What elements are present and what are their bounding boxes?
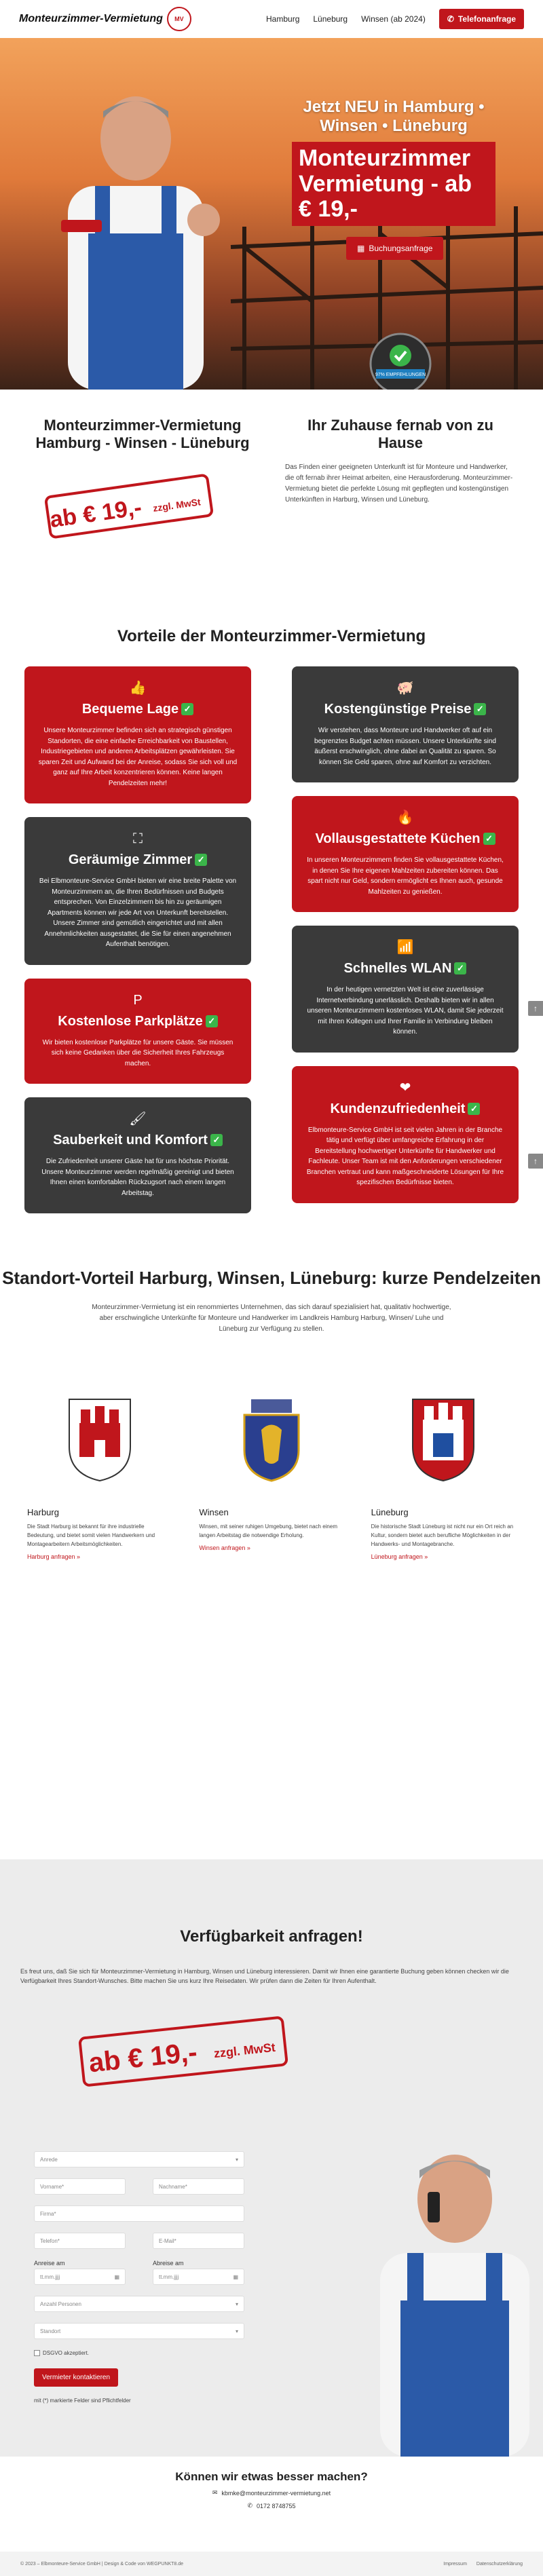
salutation-select[interactable]: Anrede ▾ [34, 2151, 244, 2167]
checkbox-box[interactable] [34, 2350, 40, 2356]
location-select[interactable]: Standort ▾ [34, 2323, 244, 2339]
availability-stamp-suffix: zzgl. MwSt [213, 2040, 276, 2061]
advantage-card-title: Geräumige Zimmer ✓ [38, 852, 238, 868]
winsen-crest-icon [238, 1396, 305, 1484]
advantage-card-title: Schnelles WLAN ✓ [305, 961, 505, 977]
phone-request-button[interactable] [439, 9, 524, 29]
parking-icon: P [133, 992, 143, 1008]
feedback-section [0, 2457, 543, 2576]
chevron-down-icon: ▾ [235, 2300, 238, 2307]
site-header [0, 0, 543, 38]
winsen-request-link[interactable]: Winsen anfragen » [199, 1544, 250, 1551]
arrival-label: Anreise am [34, 2260, 65, 2267]
copyright-text: © 2023 – Elbmonteure-Service GmbH | Design & Code von WEGPUNKT8.de [20, 2561, 184, 2566]
lueneburg-crest-icon [409, 1396, 477, 1484]
email-input[interactable]: E-Mail* [153, 2233, 244, 2249]
booking-request-button[interactable] [346, 237, 443, 260]
checkmark-icon: ✓ [483, 833, 495, 845]
harburg-crest-icon [66, 1396, 134, 1484]
feedback-phone[interactable]: ✆ 0172 8748755 [247, 2502, 296, 2509]
recommendation-seal [367, 330, 434, 390]
location-title: Standort-Vorteil Harburg, Winsen, Lüneburg: kurze Pendelzeiten [2, 1268, 541, 1288]
phone-input[interactable]: Telefon* [34, 2233, 126, 2249]
checkmark-icon: ✓ [474, 703, 486, 715]
thumbs-up-icon: 👍 [129, 681, 147, 696]
advantage-card-text: In der heutigen vernetzten Welt ist eine zuverlässige Internetverbindung unerlässlich. Deshalb bieten wir in allen unseren Monteurzimmern kostenloses WLAN, damit Sie jederzeit mit Ihren Kollegen und Ihrer Familie in Verbindung bleiben können. [307, 986, 504, 1036]
logo-text: Monteurzimmer-Vermietung [19, 13, 163, 24]
availability-section [0, 1859, 543, 2457]
lastname-input[interactable]: Nachname* [153, 2178, 244, 2195]
checkmark-icon: ✓ [468, 1103, 480, 1115]
intro-section [0, 390, 543, 620]
advantage-card-title: Kostenlose Parkplätze ✓ [38, 1014, 238, 1029]
town-name: Harburg [27, 1507, 59, 1518]
advantage-card-text: Wir verstehen, dass Monteure und Handwerker oft auf ein begrenztes Budget achten müssen. Unsere Unterkünfte sind äußerst erschwinglich, ohne dabei an Qualität zu sparen. So können Sie Geld sparen, ohne auf Komfort zu verzichten. [314, 727, 496, 766]
advantage-card-title: Kostengünstige Preise ✓ [305, 702, 505, 717]
privacy-link[interactable]: Datenschutzerklärung [476, 2561, 523, 2566]
towns-row [0, 1396, 543, 1559]
worker-photo [41, 64, 231, 390]
town-lueneburg [371, 1396, 516, 1559]
advantage-card [24, 817, 251, 965]
booking-request-label: Buchungsanfrage [369, 244, 433, 254]
calendar-icon: ▦ [114, 2273, 119, 2280]
submit-button[interactable]: Vermieter kontaktieren [34, 2368, 118, 2387]
availability-note: Es freut uns, daß Sie sich für Monteurzimmer-Vermietung in Hamburg, Winsen und Lüneburg interessieren. Damit wir Ihnen eine garantierte Buchung geben können checken wir die Verfügbarkeit Ihres Standort-Wunsches. Bitte machen Sie uns kurz Ihre Reisedaten. Wir prüfen dann die Zeiten für Ihren Aufenthalt. [20, 1968, 509, 1985]
town-text: Winsen, mit seiner ruhigen Umgebung, bietet nach einem langen Arbeitstag die notwendige Erholung. [199, 1523, 337, 1538]
town-name: Lüneburg [371, 1507, 409, 1518]
hero-text-block [292, 98, 495, 260]
location-intro: Monteurzimmer-Vermietung ist ein renommiertes Unternehmen, das sich darauf spezialisiert hat, qualitativ hochwertige, aber erschwingliche Unterkünfte für Monteure und Handwerker im Landkreis Hamburg Harburg, Winsen/ Luhe und Lüneburg zur Verfügung zu stellen. [92, 1304, 451, 1333]
advantage-card [292, 926, 519, 1053]
consent-checkbox[interactable]: DSGVO akzeptiert. [34, 2350, 244, 2356]
flame-icon: 🔥 [396, 810, 414, 825]
site-logo[interactable] [19, 7, 191, 31]
advantage-card-text: Die Zufriedenheit unserer Gäste hat für uns höchste Priorität. Unsere Monteurzimmer werden regelmäßig gereinigt und bieten Ihnen einen komfortablen Rückzugsort nach einem langen Arbeitstag. [41, 1158, 234, 1197]
location-section [0, 1268, 543, 1560]
advantages-section [0, 627, 543, 1213]
hero-price-banner: Monteurzimmer Vermietung - ab € 19,- [292, 142, 495, 226]
checkmark-icon: ✓ [181, 703, 193, 715]
advantage-card-text: Bei Elbmonteure-Service GmbH bieten wir eine breite Palette von Monteurzimmern an, die Ihren Bedürfnissen und Budgets entsprechen. Von Einzelzimmern bis hin zu geräumigen Apartments können wir jede Art von Unterkunft bereitstellen. Unsere Zimmer sind gemütlich eingerichtet und mit allen Annehmlichkeiten ausgestattet, die Sie für einen angenehmen Aufenthalt benötigen. [39, 877, 237, 948]
town-harburg [27, 1396, 172, 1559]
nav-item-lueneburg[interactable]: Lüneburg [313, 14, 348, 24]
town-winsen [199, 1396, 343, 1559]
intro-right-text: Das Finden einer geeigneten Unterkunft ist für Monteure und Handwerker, die oft fernab ihrer Heimat arbeiten, eine Herausforderung. Monteurzimmer-Vermietung bietet die perfekte Lösung mit gepflegten und kostengünstigen Unterkünften in Harburg, Winsen und Lüneburg. [285, 463, 513, 504]
main-nav [266, 9, 524, 29]
price-stamp [68, 2011, 299, 2092]
nav-item-hamburg[interactable]: Hamburg [266, 14, 300, 24]
town-name: Winsen [199, 1507, 229, 1518]
advantage-card-title: Vollausgestattete Küchen ✓ [305, 831, 505, 847]
advantage-card-title: Bequeme Lage ✓ [38, 702, 238, 717]
town-text: Die historische Stadt Lüneburg ist nicht nur ein Ort reich an Kultur, sondern bietet auch berufliche Möglichkeiten in der Handwerks- und Montagebranche. [371, 1523, 514, 1547]
intro-stamp-suffix: zzgl. MwSt [152, 496, 202, 514]
piggy-bank-icon: 🐖 [396, 681, 414, 696]
advantage-card [24, 1097, 251, 1213]
mail-icon: ✉ [212, 2489, 218, 2496]
advantage-card-text: Elbmonteure-Service GmbH ist seit vielen Jahren in der Branche tätig und verfügt über umfangreiche Erfahrung in der Bereitstellung hochwertiger Unterkünfte für Handwerker und Fachleute. Unser Team ist mit den Anforderungen verschiedener Branchen vertraut und kann maßgeschneiderte Lösungen für Ihre spezifischen Bedürfnisse bieten. [306, 1126, 504, 1186]
calendar-icon: ▦ [233, 2273, 238, 2280]
expand-icon: ⛶ [133, 831, 143, 846]
town-text: Die Stadt Harburg ist bekannt für ihre industrielle Bedeutung, und bietet somit vielen Handwerkern und Montagearbeitern Arbeitsmöglichkeiten. [27, 1523, 155, 1547]
imprint-link[interactable]: Impressum [443, 2561, 467, 2566]
seal-text: 97% EMPFEHLUNGEN [375, 373, 426, 377]
advantage-card [292, 796, 519, 912]
persons-select[interactable]: Anzahl Personen ▾ [34, 2296, 244, 2312]
intro-left [27, 417, 258, 620]
worker-phone-photo [360, 2117, 536, 2457]
calendar-icon: ▦ [357, 244, 365, 254]
heart-icon: ❤ [399, 1080, 411, 1095]
advantages-grid [0, 646, 543, 1213]
intro-right [285, 417, 516, 620]
lueneburg-request-link[interactable]: Lüneburg anfragen » [371, 1553, 428, 1560]
hero-headline: Jetzt NEU in Hamburg • Winsen • Lüneburg [303, 98, 485, 135]
intro-right-title: Ihr Zuhause fernab von zu Hause [307, 417, 493, 452]
phone-icon: ✆ [247, 2502, 252, 2509]
advantage-card-text: Wir bieten kostenlose Parkplätze für unsere Gäste. Sie müssen sich keine Gedanken über die Sicherheit Ihres Fahrzeugs machen. [42, 1038, 233, 1067]
departure-date-input[interactable]: tt.mm.jjjj ▦ [153, 2269, 244, 2285]
feedback-email[interactable]: ✉ kbmke@monteurzimmer-vermietung.net [212, 2489, 331, 2497]
advantages-title: Vorteile der Monteurzimmer-Vermietung [117, 627, 426, 645]
required-note: mit (*) markierte Felder sind Pflichtfelder [34, 2398, 131, 2404]
advantage-card [24, 666, 251, 803]
advantages-right-column [292, 666, 519, 1213]
availability-stamp-price: ab € 19,- [87, 2037, 199, 2079]
advantage-card [292, 666, 519, 782]
chevron-down-icon: ▾ [235, 2328, 238, 2334]
brush-icon: 🖌 [129, 1112, 147, 1126]
availability-form [34, 2151, 244, 2404]
company-input[interactable]: Firma* [34, 2205, 244, 2222]
nav-item-winsen[interactable]: Winsen (ab 2024) [361, 14, 426, 24]
logo-badge-icon: MV [167, 7, 191, 31]
advantage-card-title: Kundenzufriedenheit ✓ [305, 1101, 505, 1117]
advantage-card [292, 1066, 519, 1203]
firstname-input[interactable]: Vorname* [34, 2178, 126, 2195]
feedback-title: Können wir etwas besser machen? [175, 2470, 368, 2483]
price-stamp [27, 469, 231, 544]
footer-bar [0, 2552, 543, 2576]
advantage-card-text: Unsere Monteurzimmer befinden sich an strategisch günstigen Standorten, die eine einfache Erreichbarkeit von Baustellen, Industriegebieten und anderen Arbeitsplätzen gewährleisten. Sie sparen Zeit und Aufwand bei der Anreise, sodass Sie sich voll und ganz auf Ihre Arbeit konzentrieren können. Keine langen Pendelzeiten mehr! [38, 727, 238, 787]
departure-label: Abreise am [153, 2260, 184, 2267]
wifi-icon: 📶 [396, 940, 414, 955]
chevron-down-icon: ▾ [235, 2156, 238, 2163]
hero-section [0, 38, 543, 390]
phone-icon: ✆ [447, 14, 454, 24]
scroll-up-arrow-icon[interactable]: ↑ [528, 1001, 543, 1016]
availability-title: Verfügbarkeit anfragen! [180, 1927, 363, 1946]
harburg-request-link[interactable]: Harburg anfragen » [27, 1553, 81, 1560]
checkmark-icon: ✓ [206, 1015, 218, 1027]
checkmark-icon: ✓ [210, 1134, 223, 1146]
advantage-card-text: In unseren Monteurzimmern finden Sie vollausgestattete Küchen, in denen Sie Ihre eigenen Mahlzeiten zubereiten können. Das spart nicht nur Geld, sondern ermöglicht es Ihnen auch, gesunde Mahlzeiten zu genießen. [307, 856, 504, 896]
checkmark-icon: ✓ [454, 962, 466, 974]
advantage-card-title: Sauberkeit und Komfort ✓ [38, 1133, 238, 1148]
intro-left-title: Monteurzimmer-Vermietung Hamburg - Winsen - Lüneburg [35, 417, 250, 452]
scroll-up-arrow-icon[interactable]: ↑ [528, 1154, 543, 1169]
arrival-date-input[interactable]: tt.mm.jjjj ▦ [34, 2269, 126, 2285]
advantages-left-column [24, 666, 251, 1213]
phone-request-label: Telefonanfrage [457, 14, 516, 24]
checkmark-icon: ✓ [195, 854, 207, 866]
advantage-card [24, 979, 251, 1084]
intro-stamp-price: ab € 19,- [48, 494, 144, 533]
